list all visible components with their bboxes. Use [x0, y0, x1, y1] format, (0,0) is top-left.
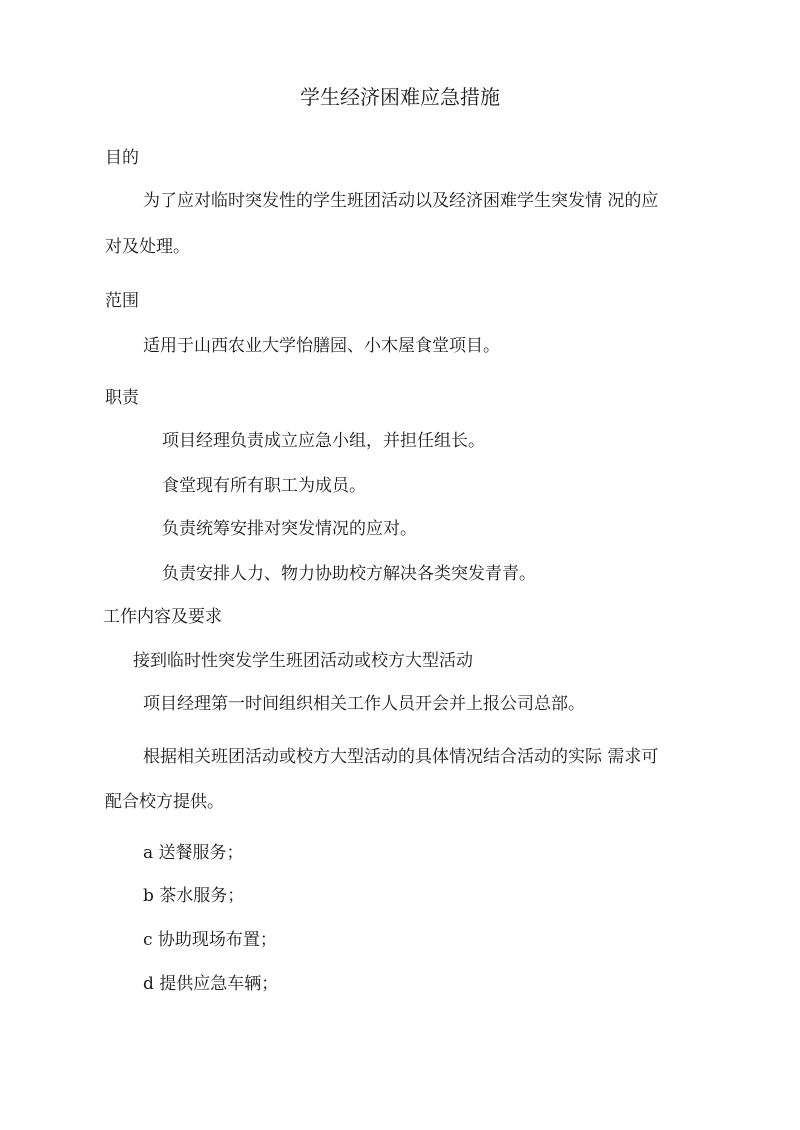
duties-heading: 职责: [105, 388, 139, 408]
duty-item: 食堂现有所有职工为成员。: [162, 476, 366, 496]
work-heading: 工作内容及要求: [103, 607, 222, 627]
purpose-text-line2: 对及处理。: [105, 237, 190, 257]
purpose-heading: 目的: [105, 148, 139, 168]
work-list-item: a 送餐服务；: [143, 843, 244, 863]
work-paragraph-2-line2: 配合校方提供。: [105, 792, 224, 812]
purpose-text-line1: 为了应对临时突发性的学生班团活动以及经济困难学生突发情 况的应: [143, 191, 659, 211]
work-subheading: 接到临时性突发学生班团活动或校方大型活动: [133, 651, 473, 671]
scope-heading: 范围: [105, 291, 139, 311]
duty-item: 项目经理负责成立应急小组，并担任组长。: [162, 431, 485, 451]
duty-item: 负责安排人力、物力协助校方解决各类突发青青。: [162, 564, 536, 584]
work-paragraph-1: 项目经理第一时间组织相关工作人员开会并上报公司总部。: [143, 694, 585, 714]
work-paragraph-2-line1: 根据相关班团活动或校方大型活动的具体情况结合活动的实际 需求可: [143, 747, 659, 767]
work-list-item: c 协助现场布置；: [143, 930, 277, 950]
work-list-item: d 提供应急车辆；: [143, 974, 279, 994]
document-title: 学生经济困难应急措施: [300, 85, 500, 109]
work-list-item: b 茶水服务；: [143, 886, 245, 906]
duty-item: 负责统筹安排对突发情况的应对。: [162, 519, 417, 539]
scope-text: 适用于山西农业大学怡膳园、小木屋食堂项目。: [143, 336, 500, 356]
